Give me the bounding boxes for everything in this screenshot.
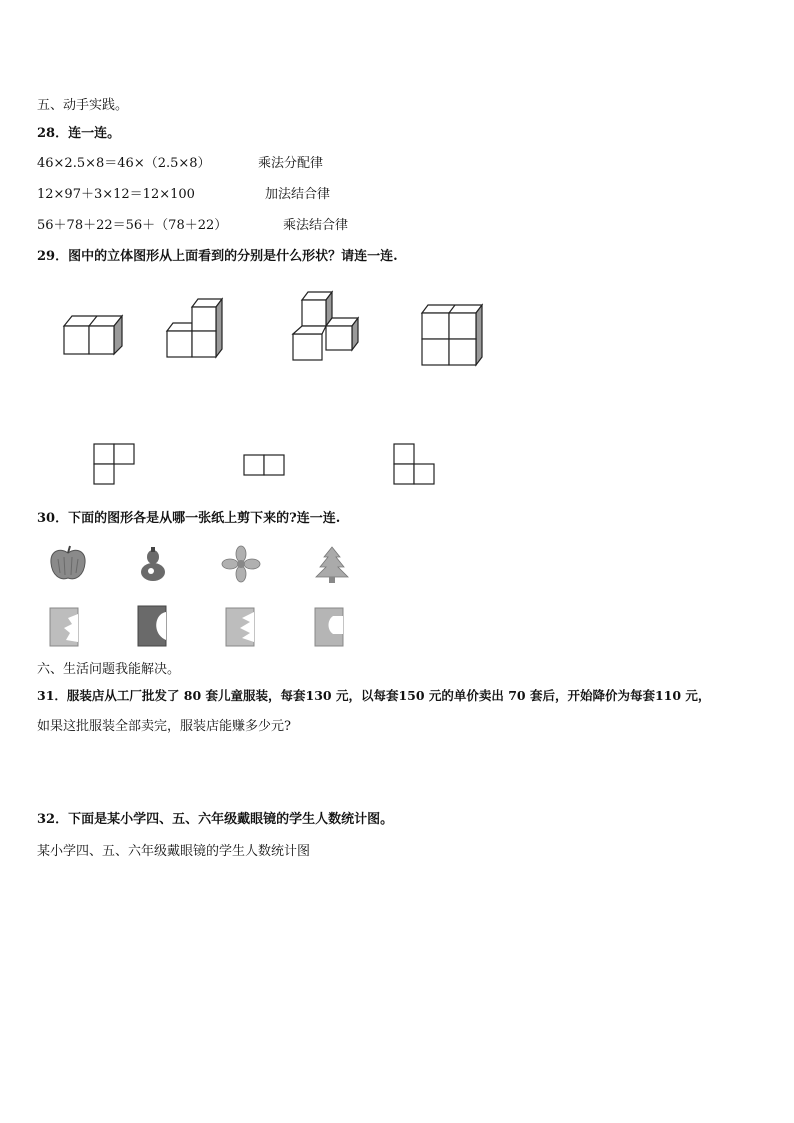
q32-title: 32．下面是某小学四、五、六年级戴眼镜的学生人数统计图。 bbox=[37, 812, 394, 827]
gourd-shape-icon bbox=[136, 545, 170, 583]
top-view-1 bbox=[93, 443, 137, 487]
solid-figure-3 bbox=[290, 290, 362, 362]
q31-line-2: 如果这批服装全部卖完，服装店能赚多少元? bbox=[37, 719, 291, 734]
solid-figure-2 bbox=[164, 297, 230, 359]
q32-chart-caption: 某小学四、五、六年级戴眼镜的学生人数统计图 bbox=[37, 844, 311, 859]
section5-title: 五、动手实践。 bbox=[37, 98, 129, 113]
top-view-3 bbox=[393, 443, 437, 487]
q28-expression-1: 46×2.5×8＝46×（2.5×8） bbox=[37, 156, 211, 171]
apple-shape-icon bbox=[48, 545, 88, 583]
paper-moon-cutout-icon bbox=[136, 604, 170, 648]
tree-shape-icon bbox=[313, 545, 351, 585]
solid-figure-1 bbox=[62, 310, 128, 358]
q28-law-1: 乘法分配律 bbox=[258, 156, 324, 171]
q30-title: 30．下面的图形各是从哪一张纸上剪下来的?连一连. bbox=[37, 511, 341, 526]
q28-expression-3: 56＋78＋22＝56＋（78＋22） bbox=[37, 218, 228, 233]
paper-leaf-cutout-icon bbox=[48, 606, 82, 648]
q28-expression-2: 12×97＋3×12＝12×100 bbox=[37, 187, 195, 202]
section6-title: 六、生活问题我能解决。 bbox=[37, 662, 181, 677]
solid-figure-4 bbox=[420, 303, 486, 367]
q31-line-1: 31．服装店从工厂批发了 80 套儿童服装，每套130 元，以每套150 元的单价卖出 70 套后，开始降价为每套110 元， bbox=[37, 688, 711, 703]
q28-title: 28．连一连。 bbox=[37, 126, 121, 141]
q28-law-3: 乘法结合律 bbox=[283, 218, 349, 233]
flower-shape-icon bbox=[220, 545, 262, 583]
paper-zigzag-cutout-icon bbox=[224, 606, 258, 648]
paper-round-cutout-icon bbox=[313, 606, 347, 648]
q29-title: 29．图中的立体图形从上面看到的分别是什么形状？请连一连. bbox=[37, 249, 398, 264]
q28-law-2: 加法结合律 bbox=[265, 187, 331, 202]
top-view-2 bbox=[243, 454, 287, 476]
